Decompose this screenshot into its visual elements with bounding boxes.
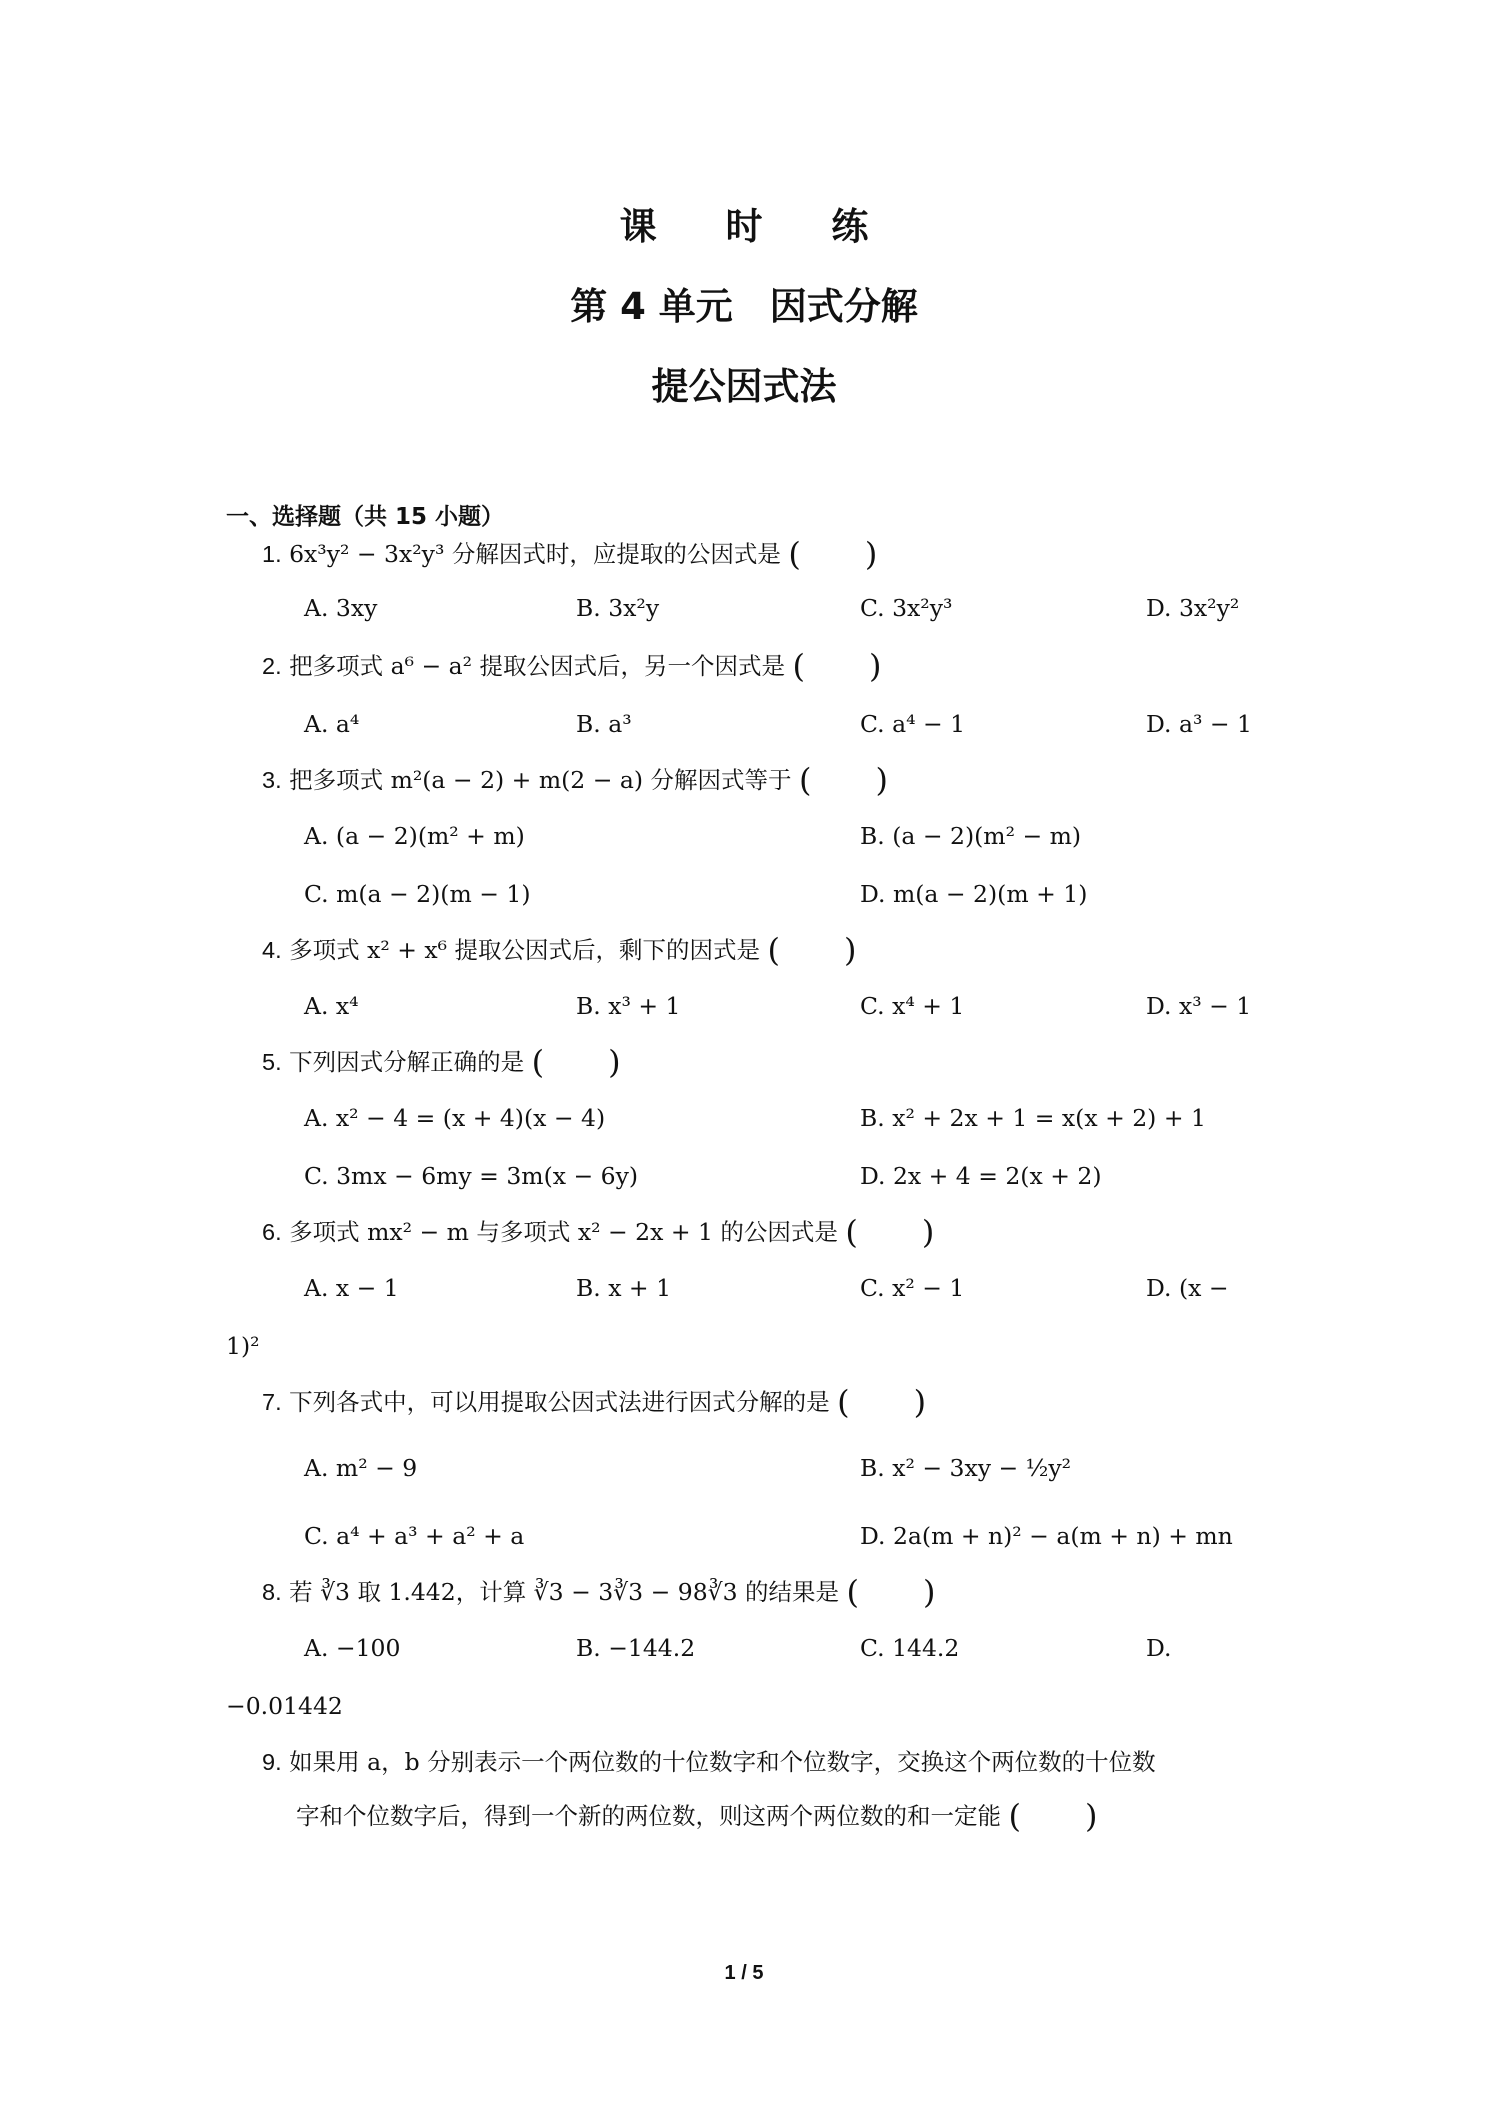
question-stem: 把多项式 m²(a − 2) + m(2 − a) 分解因式等于 [289, 766, 792, 794]
option-d: D. 2x + 4 = 2(x + 2) [860, 1162, 1102, 1190]
answer-blank: ( ) [845, 1213, 935, 1251]
question-3 [262, 761, 888, 799]
option-c: C. a⁴ − 1 [860, 710, 966, 738]
option-d: D. 2a(m + n)² − a(m + n) + mn [860, 1522, 1233, 1550]
question-number: 5. [262, 1049, 282, 1075]
option-c: C. 3x²y³ [860, 594, 953, 622]
option-c: C. a⁴ + a³ + a² + a [304, 1522, 525, 1550]
question-number: 8. [262, 1579, 282, 1605]
page-number: 1 / 5 [724, 1962, 764, 1984]
option-d-continuation: 1)² [226, 1332, 260, 1360]
question-stem: 多项式 mx² − m 与多项式 x² − 2x + 1 的公因式是 [289, 1218, 838, 1246]
question-number: 4. [262, 937, 282, 963]
question-stem: 下列各式中，可以用提取公因式法进行因式分解的是 [289, 1388, 830, 1416]
section-heading: 一、选择题（共 15 小题） [226, 504, 505, 530]
topic-title: 提公因式法 [651, 365, 837, 408]
question-number: 3. [262, 767, 282, 793]
option-c: C. 144.2 [860, 1634, 960, 1662]
option-b: B. x² − 3xy − ½y² [860, 1454, 1072, 1482]
option-a: A. x² − 4 = (x + 4)(x − 4) [304, 1104, 606, 1132]
answer-blank: ( ) [767, 931, 857, 969]
option-c: C. x² − 1 [860, 1274, 965, 1302]
question-9 [262, 1746, 1156, 1778]
question-number: 7. [262, 1389, 282, 1415]
answer-blank: ( ) [531, 1043, 621, 1081]
option-a: A. x − 1 [304, 1274, 399, 1302]
question-number: 1. [262, 541, 282, 567]
option-d-continuation: −0.01442 [226, 1692, 343, 1720]
option-b: B. 3x²y [576, 594, 660, 622]
question-number: 9. [262, 1749, 282, 1775]
answer-blank: ( ) [846, 1573, 936, 1611]
option-c: C. x⁴ + 1 [860, 992, 965, 1020]
question-stem: 把多项式 a⁶ − a² 提取公因式后，另一个因式是 [289, 652, 786, 680]
option-c: C. m(a − 2)(m − 1) [304, 880, 531, 908]
answer-blank: ( ) [837, 1383, 927, 1421]
question-number: 2. [262, 653, 282, 679]
question-stem: 多项式 x² + x⁶ 提取公因式后，剩下的因式是 [289, 936, 761, 964]
option-d: D. 3x²y² [1146, 594, 1240, 622]
question-2 [262, 647, 882, 685]
answer-blank: ( ) [792, 647, 882, 685]
option-d: D. [1146, 1634, 1172, 1662]
question-8 [262, 1573, 936, 1611]
answer-blank: ( ) [799, 761, 888, 799]
doc-title: 课 时 练 [619, 205, 897, 248]
option-d: D. a³ − 1 [1146, 710, 1252, 738]
option-b: B. −144.2 [576, 1634, 696, 1662]
question-1 [262, 535, 878, 573]
question-stem-continued: 字和个位数字后，得到一个新的两位数，则这两个两位数的和一定能 [296, 1802, 1001, 1830]
question-7 [262, 1383, 927, 1421]
option-b: B. x + 1 [576, 1274, 672, 1302]
answer-blank: ( ) [788, 535, 878, 573]
question-stem: 如果用 a，b 分别表示一个两位数的十位数字和个位数字，交换这个两位数的十位数 [289, 1748, 1156, 1776]
option-a: A. x⁴ [304, 992, 359, 1020]
unit-title: 第 4 单元 因式分解 [570, 285, 918, 328]
option-b: B. x³ + 1 [576, 992, 681, 1020]
option-b: B. a³ [576, 710, 632, 738]
question-9-line-2 [296, 1797, 1098, 1835]
option-c: C. 3mx − 6my = 3m(x − 6y) [304, 1162, 639, 1190]
question-6 [262, 1213, 935, 1251]
option-a: A. m² − 9 [304, 1454, 418, 1482]
option-a: A. a⁴ [304, 710, 360, 738]
option-d: D. (x − [1146, 1274, 1229, 1302]
question-stem: 若 ∛3 取 1.442，计算 ∛3 − 3∛3 − 98∛3 的结果是 [289, 1578, 840, 1606]
question-4 [262, 931, 857, 969]
option-a: A. (a − 2)(m² + m) [304, 822, 525, 850]
question-number: 6. [262, 1219, 282, 1245]
option-b: B. (a − 2)(m² − m) [860, 822, 1082, 850]
option-d: D. x³ − 1 [1146, 992, 1252, 1020]
option-d: D. m(a − 2)(m + 1) [860, 880, 1088, 908]
answer-blank: ( ) [1008, 1797, 1098, 1835]
option-b: B. x² + 2x + 1 = x(x + 2) + 1 [860, 1104, 1206, 1132]
option-a: A. 3xy [304, 594, 378, 622]
question-5 [262, 1043, 621, 1081]
question-stem: 下列因式分解正确的是 [289, 1048, 525, 1076]
question-stem: 6x³y² − 3x²y³ 分解因式时，应提取的公因式是 [289, 540, 781, 568]
option-a: A. −100 [304, 1634, 401, 1662]
